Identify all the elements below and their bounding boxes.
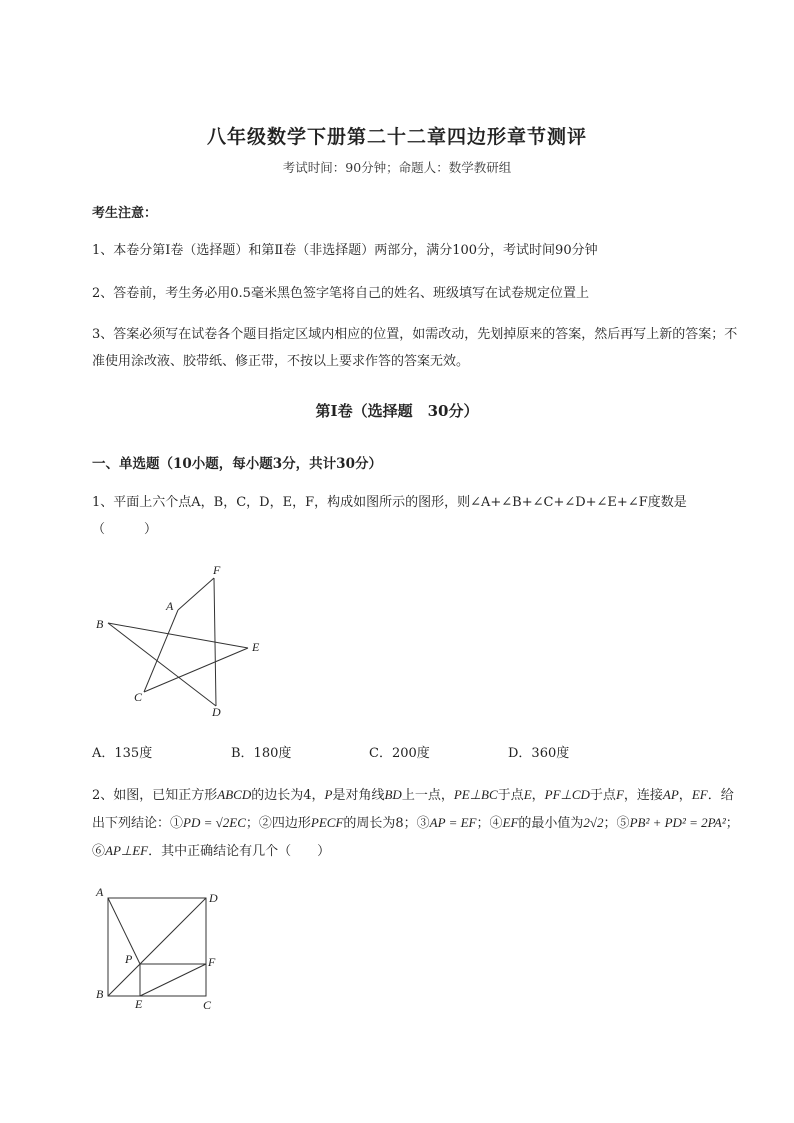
segment-be: [108, 623, 248, 648]
label-b: B: [96, 617, 104, 631]
section-title: 第Ⅰ卷（选择题 30分）: [315, 402, 479, 420]
part-heading: 一、单选题（10小题，每小题3分，共计30分）: [92, 456, 382, 472]
label-a: A: [166, 599, 174, 613]
option-d: D．360度: [508, 746, 570, 761]
segment-af: [178, 578, 214, 610]
label-c: C: [134, 690, 143, 704]
exam-info: 考试时间：90分钟；命题人：数学教研组: [282, 160, 512, 175]
label-b: B: [96, 987, 104, 1001]
question-2-text: 2、如图，已知正方形ABCD的边长为4，P是对角线BD上一点，PE⊥BC于点E，PF⊥CD于点F，连接AP，EF．给出下列结论：①PD = √2EC；②四边形PECF的周长为8；③AP = EF；④EF的最小值为2√2；⑤PB² + PD² = 2PA²；⑥AP⊥EF．其中正确结论有几个（ ）: [92, 787, 739, 859]
option-a: A．135度: [92, 746, 153, 761]
question-1-figure: [88, 558, 278, 723]
label-f: F: [213, 563, 221, 577]
notice-item-2: 2、答卷前，考生务必用0.5毫米黑色签字笔将自己的姓名、班级填写在试卷规定位置上: [92, 286, 589, 301]
page-title: 八年级数学下册第二十二章四边形章节测评: [206, 126, 587, 148]
label-p: P: [125, 952, 133, 966]
segment-ef: [140, 964, 206, 996]
segment-ap: [108, 898, 140, 964]
notice-item-3: 3、答案必须写在试卷各个题目指定区域内相应的位置，如需改动，先划掉原来的答案，然后再写上新的答案；不准使用涂改液、胶带纸、修正带，不按以上要求作答的答案无效。: [92, 327, 738, 369]
option-c: C．200度: [369, 746, 430, 761]
label-c: C: [203, 998, 212, 1012]
question-2-figure: [90, 882, 230, 1014]
label-d: D: [212, 705, 221, 719]
label-e: E: [252, 640, 260, 654]
label-f: F: [208, 955, 216, 969]
label-d: D: [209, 891, 218, 905]
option-b: B．180度: [231, 746, 292, 761]
notice-item-1: 1、本卷分第Ⅰ卷（选择题）和第Ⅱ卷（非选择题）两部分，满分100分，考试时间90分钟: [92, 243, 598, 258]
label-a: A: [96, 885, 104, 899]
diagonal-bd: [108, 898, 206, 996]
segment-db: [108, 623, 216, 706]
notice-heading: 考生注意：: [92, 206, 158, 221]
label-e: E: [135, 997, 143, 1011]
question-1-text: 1、平面上六个点A，B，C，D，E，F，构成如图所示的图形，则∠A+∠B+∠C+∠D+∠E+∠F度数是（ ）: [92, 495, 687, 537]
